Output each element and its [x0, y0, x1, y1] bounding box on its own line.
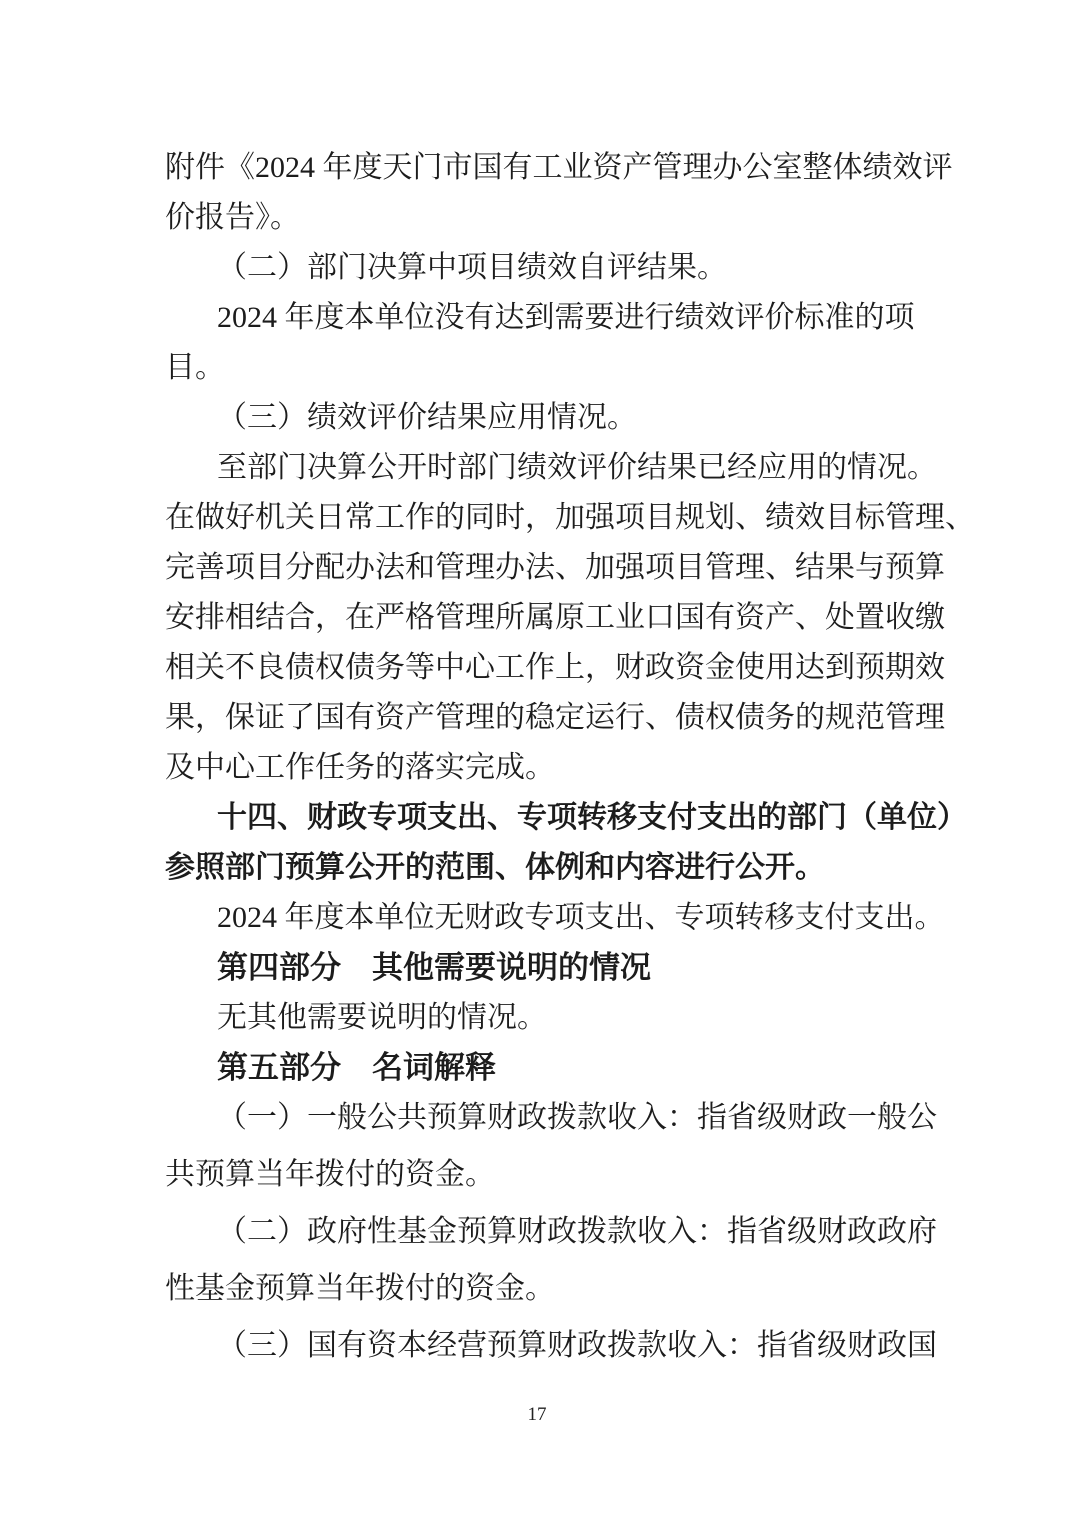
section-heading-part5: 第五部分 名词解释	[217, 1050, 496, 1085]
document-text-block	[165, 143, 975, 1371]
text-line: （一）一般公共预算财政拨款收入：指省级财政一般公	[217, 1101, 937, 1134]
text-line: 在做好机关日常工作的同时，加强项目规划、绩效目标管理、	[165, 501, 975, 534]
text-line: （三）国有资本经营预算财政拨款收入：指省级财政国	[217, 1329, 937, 1362]
text-line: 价报告》。	[165, 201, 300, 234]
emphasis-line: 参照部门预算公开的范围、体例和内容进行公开。	[165, 851, 825, 884]
text-line: 及中心工作任务的落实完成。	[165, 751, 555, 784]
section-heading-part4: 第四部分 其他需要说明的情况	[217, 950, 651, 985]
text-line: 2024 年度本单位无财政专项支出、专项转移支付支出。	[217, 901, 945, 934]
text-line: 2024 年度本单位没有达到需要进行绩效评价标准的项	[217, 301, 915, 334]
page-number: 17	[527, 1404, 547, 1425]
text-line: 安排相结合，在严格管理所属原工业口国有资产、处置收缴	[165, 601, 945, 634]
text-line: 目。	[165, 351, 225, 384]
text-line: （三）绩效评价结果应用情况。	[217, 401, 637, 434]
text-line: 共预算当年拨付的资金。	[165, 1158, 495, 1191]
text-line: （二）政府性基金预算财政拨款收入：指省级财政政府	[217, 1215, 937, 1248]
text-line: 无其他需要说明的情况。	[217, 1001, 547, 1034]
text-line: 果，保证了国有资产管理的稳定运行、债权债务的规范管理	[165, 701, 945, 734]
text-line: 附件《2024 年度天门市国有工业资产管理办公室整体绩效评	[165, 151, 953, 184]
text-line: 相关不良债权债务等中心工作上，财政资金使用达到预期效	[165, 651, 945, 684]
text-line: 至部门决算公开时部门绩效评价结果已经应用的情况。	[217, 451, 937, 484]
emphasis-line: 十四、财政专项支出、专项转移支付支出的部门（单位）	[217, 801, 967, 834]
text-line: 完善项目分配办法和管理办法、加强项目管理、结果与预算	[165, 551, 945, 584]
text-line: 性基金预算当年拨付的资金。	[165, 1272, 555, 1305]
text-line: （二）部门决算中项目绩效自评结果。	[217, 251, 727, 284]
